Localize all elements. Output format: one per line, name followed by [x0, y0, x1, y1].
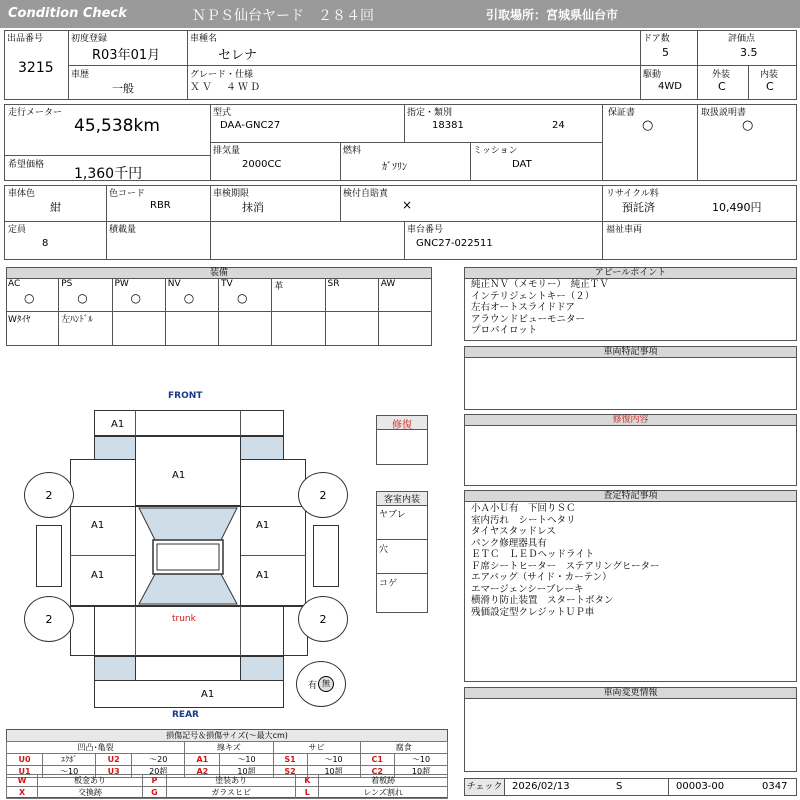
- color-value: 紺: [50, 201, 61, 214]
- chassis-label: 車台番号: [407, 225, 444, 235]
- score-value: 3.5: [740, 46, 758, 59]
- color-code-value: RBR: [150, 200, 171, 211]
- rear-bumper: [94, 680, 284, 708]
- manual-value: ○: [742, 118, 754, 133]
- equipment-label: AW: [380, 279, 396, 289]
- legend-code: L: [296, 787, 319, 799]
- inspector-line: 室内汚れ シートヘタリ: [471, 514, 576, 526]
- legend-desc: 〜10: [307, 754, 360, 766]
- color-label: 車体色: [8, 189, 36, 199]
- equipment-cell: [59, 311, 112, 346]
- legend-code: U0: [7, 754, 43, 766]
- recycle-fee: 10,490円: [712, 201, 762, 214]
- roof-glass-svg: [135, 506, 241, 606]
- legend-desc: 着板跡: [319, 775, 448, 787]
- legend-code: X: [7, 787, 38, 799]
- equipment-cell: [272, 311, 325, 346]
- equipment-label: Wﾀｲﾔ: [8, 315, 31, 325]
- lot-value: 3215: [18, 60, 54, 76]
- front-bumper-mark: A1: [111, 419, 125, 430]
- inspector-line: 小Ａ小Ｕ有 下回りＳＣ: [471, 503, 576, 514]
- equipment-label: SR: [327, 279, 340, 289]
- legend-desc: 〜10: [394, 754, 447, 766]
- fuel-label: 燃料: [343, 146, 362, 156]
- model-value: DAA-GNC27: [220, 120, 281, 131]
- spare-label: 有: [307, 680, 317, 691]
- rear-panel: [135, 656, 241, 681]
- grade-label: グレード・仕様: [190, 70, 254, 80]
- windshield: [139, 508, 237, 540]
- load-label: 積載量: [109, 225, 137, 235]
- warranty-value: ○: [642, 118, 654, 133]
- repair-mark-title: 修復: [377, 416, 427, 430]
- inspector-line: 横滑り防止装置 スタートボタン: [471, 595, 614, 606]
- model-label: 型式: [213, 108, 232, 118]
- roof: [153, 540, 223, 574]
- mission-value: DAT: [512, 159, 532, 170]
- rr-door-mark: A1: [256, 570, 270, 581]
- change-box: [464, 687, 797, 772]
- first-reg-label: 初度登録: [71, 34, 108, 44]
- fl-quarter: [70, 459, 136, 507]
- legend-group: 線キズ: [185, 742, 273, 754]
- header-title: Condition Check: [8, 6, 127, 21]
- check-date: 2026/02/13: [512, 781, 570, 792]
- legend-code: S2: [273, 766, 307, 778]
- appeal-line: 左右オートスライドドア: [471, 302, 575, 313]
- legend-code: G: [142, 787, 166, 799]
- manual-label: 取扱説明書: [701, 108, 747, 118]
- legend-code: A2: [185, 766, 220, 778]
- appeal-line: インテリジェントキー（２）: [471, 290, 595, 302]
- equipment-cell: [6, 279, 59, 311]
- inspector-list: [471, 503, 659, 618]
- inspection-value: 抹消: [242, 201, 264, 214]
- spare-mark: 無: [318, 676, 334, 692]
- spare-tire: [296, 661, 346, 707]
- cabin-item: 穴: [379, 545, 389, 555]
- mission-label: ミッション: [473, 146, 518, 156]
- legend-desc: 〜20: [132, 754, 185, 766]
- equipment-cell: [219, 279, 272, 311]
- legend-code: C1: [360, 754, 394, 766]
- equipment-label: NV: [167, 279, 181, 289]
- trunk-label: trunk: [172, 614, 196, 624]
- interior-value: C: [766, 80, 774, 93]
- check-label: チェック: [465, 779, 505, 795]
- first-reg-value: R03年01月: [92, 48, 161, 63]
- legend-code: K: [296, 775, 319, 787]
- legend-desc: 交換跡: [38, 787, 143, 799]
- welfare-label: 福祉車両: [606, 225, 643, 235]
- rl-door-mark: A1: [91, 570, 105, 581]
- legend-desc: ｴｸﾎﾞ: [43, 754, 96, 766]
- equipment-cell: [326, 279, 379, 311]
- appeal-list: [471, 279, 609, 337]
- fl-door-mark: A1: [91, 520, 105, 531]
- inspector-line: Ｆ席シートヒーター ステアリングヒーター: [471, 560, 660, 572]
- inspection-label: 車検期限: [213, 189, 250, 199]
- cabin-item: ヤブレ: [379, 510, 406, 520]
- check-number: 00003-00: [676, 781, 725, 792]
- car-name-label: 車種名: [190, 34, 218, 44]
- fuel-value: ｶﾞｿﾘﾝ: [382, 162, 407, 173]
- exterior-value: C: [718, 80, 726, 93]
- mileage-value: 45,538km: [74, 116, 160, 136]
- score-label: 評価点: [728, 34, 756, 44]
- rl-corner: [94, 656, 136, 681]
- capacity-label: 定員: [8, 225, 27, 235]
- rr-corner: [240, 656, 284, 681]
- legend-code: W: [7, 775, 38, 787]
- tire-fr: 2: [298, 472, 348, 518]
- legend-code: U1: [7, 766, 43, 778]
- designation-value: 18381: [432, 120, 464, 131]
- car-name-value: セレナ: [218, 48, 258, 63]
- rear-window: [139, 574, 237, 604]
- price-value: 1,360千円: [74, 166, 143, 182]
- fl-fender: [94, 436, 136, 460]
- inspector-title: 査定特記事項: [465, 491, 796, 502]
- legend-group: サビ: [273, 742, 360, 754]
- fr-fender: [240, 436, 284, 460]
- equipment-cell: [6, 311, 59, 346]
- doors-value: 5: [662, 46, 669, 59]
- equipment-label: TV: [221, 279, 233, 289]
- doors-label: ドア数: [643, 34, 670, 44]
- equipment-cell: [379, 279, 432, 311]
- inspector-line: 残価設定型クレジットＵＰ車: [471, 606, 595, 618]
- hood: [135, 436, 241, 506]
- right-mirror: [313, 525, 339, 587]
- equipment-value: ○: [237, 291, 248, 305]
- cabin-item: コゲ: [379, 579, 398, 589]
- equipment-cell: [272, 279, 325, 311]
- legend-desc: ガラスヒビ: [166, 787, 295, 799]
- legend-desc: 10超: [220, 766, 273, 778]
- tire-rr: 2: [298, 596, 348, 642]
- repair-content-title: 修復内容: [465, 415, 796, 426]
- appeal-title: アピールポイント: [465, 268, 796, 279]
- equipment-cell: [166, 311, 219, 346]
- fr-quarter: [240, 459, 306, 507]
- price-label: 希望価格: [8, 160, 45, 170]
- grade-value: ＸＶ ４ＷＤ: [190, 82, 262, 93]
- rear-bumper-mark: A1: [201, 689, 215, 700]
- lot-label: 出品番号: [7, 34, 44, 44]
- header-venue: ＮＰＳ仙台ヤード ２８４回: [192, 8, 374, 24]
- equipment-label: PS: [61, 279, 73, 289]
- mileage-label: 走行メーター: [8, 108, 63, 118]
- inspector-line: パンク修理器具有: [471, 537, 547, 549]
- equipment-cell: [113, 279, 166, 311]
- equipment-value: ○: [24, 291, 35, 305]
- recycle-status: 預託済: [622, 201, 655, 214]
- legend-desc: 〜10: [43, 766, 96, 778]
- equipment-label: 革: [274, 282, 284, 292]
- check-id: 0347: [762, 781, 788, 792]
- legend-desc: 20超: [132, 766, 185, 778]
- legend-table: [6, 741, 448, 778]
- equipment-cell: [379, 311, 432, 346]
- legend-code: U3: [96, 766, 132, 778]
- cabin-title: 客室内装: [377, 492, 427, 506]
- insurance-label: 検付自賠責: [343, 189, 389, 199]
- legend-desc: 10超: [394, 766, 447, 778]
- legend-code: P: [142, 775, 166, 787]
- equipment-cell: [166, 279, 219, 311]
- equipment-cell: [326, 311, 379, 346]
- legend-group: 腐食: [360, 742, 447, 754]
- equipment-value: ○: [130, 291, 141, 305]
- equipment-value: ○: [183, 291, 195, 305]
- appeal-line: プロパイロット: [471, 325, 538, 336]
- equipment-label: AC: [8, 279, 21, 289]
- legend-desc: 板金あり: [38, 775, 143, 787]
- tire-rl: 2: [24, 596, 74, 642]
- header-pickup: 引取場所：宮城県仙台市: [486, 8, 619, 22]
- equipment-cell: [113, 311, 166, 346]
- inspector-line: エマージェンシーブレーキ: [471, 583, 584, 595]
- legend-group: 凹凸･亀裂: [7, 742, 185, 754]
- equipment-cell: [219, 311, 272, 346]
- interior-label: 内装: [760, 70, 779, 80]
- legend-desc: 〜10: [220, 754, 273, 766]
- appeal-line: 純正ＮＶ（メモリー） 純正ＴＶ: [471, 279, 609, 290]
- equipment-label: PW: [114, 279, 129, 289]
- category-value: 24: [552, 120, 565, 131]
- tire-fl: 2: [24, 472, 74, 518]
- front-label: FRONT: [168, 391, 203, 401]
- inspector-line: ＥＴＣ ＬＥＤヘッドライト: [471, 549, 595, 560]
- rear-label: REAR: [172, 710, 199, 720]
- change-title: 車両変更情報: [465, 688, 796, 699]
- legend-desc: 塗装あり: [166, 775, 295, 787]
- warranty-label: 保証書: [608, 108, 636, 118]
- displacement-label: 排気量: [213, 146, 241, 156]
- designation-label: 指定・類別: [407, 108, 453, 118]
- legend-code: S1: [273, 754, 307, 766]
- equipment-cell: [59, 279, 112, 311]
- inspector-line: エアバッグ（サイド・カーテン）: [471, 572, 612, 583]
- history-label: 車歴: [71, 70, 90, 80]
- left-mirror: [36, 525, 62, 587]
- history-value: 一般: [112, 82, 134, 95]
- inspector-line: タイヤスタッドレス: [471, 526, 556, 537]
- rl-quarter: [70, 606, 95, 656]
- equipment-title: 装備: [7, 268, 431, 279]
- chassis-value: GNC27-022511: [416, 238, 493, 249]
- equipment-label: 左ﾊﾝﾄﾞﾙ: [61, 315, 93, 325]
- fr-door-mark: A1: [256, 520, 270, 531]
- appeal-line: アラウンドビューモニター: [471, 313, 586, 325]
- color-code-label: 色コード: [109, 189, 146, 199]
- displacement-value: 2000CC: [242, 159, 282, 170]
- legend-code: C2: [360, 766, 394, 778]
- legend-code: U2: [96, 754, 132, 766]
- legend-code: A1: [185, 754, 220, 766]
- legend-table-2: [6, 774, 448, 799]
- capacity-value: 8: [42, 238, 49, 249]
- exterior-label: 外装: [712, 70, 731, 80]
- equipment-value: ○: [77, 291, 88, 305]
- right-doors: [240, 506, 306, 606]
- insurance-value: ×: [402, 198, 413, 212]
- hood-mark: A1: [172, 470, 186, 481]
- recycle-label: リサイクル料: [606, 189, 659, 199]
- drive-value: 4WD: [658, 81, 682, 92]
- check-inspector: S: [616, 781, 623, 792]
- legend-desc: レンズ割れ: [319, 787, 448, 799]
- legend-title: 損傷記号＆損傷サイズ(〜最大cm): [7, 730, 447, 741]
- special-title: 車両特記事項: [465, 347, 796, 358]
- legend-desc: 10超: [307, 766, 360, 778]
- drive-label: 駆動: [643, 70, 662, 80]
